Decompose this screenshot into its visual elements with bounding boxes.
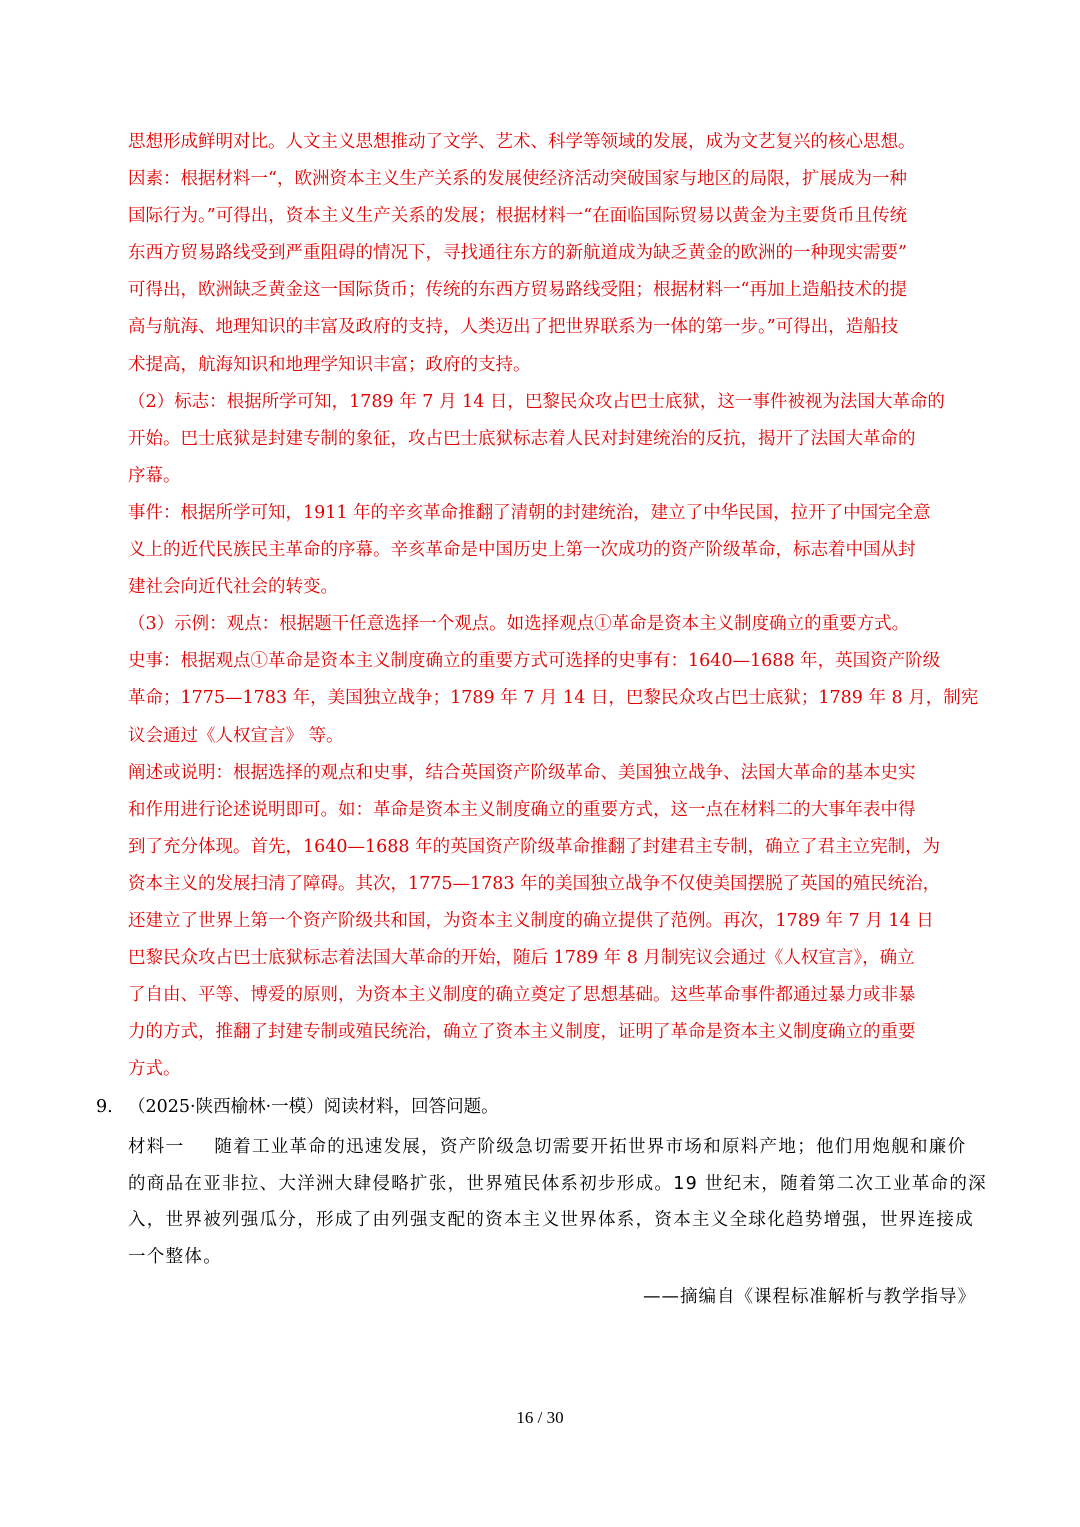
material-line: 一个整体。 [128,1246,222,1267]
question-header [96,1089,988,1125]
answer-line: 可得出，欧洲缺乏黄金这一国际货币；传统的东西方贸易路线受阻；根据材料一“再加上造船技术的提 [128,280,907,301]
answer-line: 议会通过《人权宣言》 等。 [128,725,344,746]
answer-line: 因素：根据材料一“，欧洲资本主义生产关系的发展使经济活动突破国家与地区的局限，扩展成为一种 [128,169,907,190]
answer-line: 还建立了世界上第一个资产阶级共和国，为资本主义制度的确立提供了范例。再次，1789 年 7 月 14 日 [128,910,934,931]
answer-line: 高与航海、地理知识的丰富及政府的支持，人类迈出了把世界联系为一体的第一步。”可得出，造船技 [128,317,899,338]
answer-line: 了自由、平等、博爱的原则，为资本主义制度的确立奠定了思想基础。这些革命事件都通过暴力或非暴 [128,985,916,1006]
material-one [128,1129,988,1275]
material-line: 的商品在亚非拉、大洋洲大肆侵略扩张，世界殖民体系初步形成。19 世纪末，随着第二次工业革命的深 [128,1173,987,1194]
answer-line: 思想形成鲜明对比。人文主义思想推动了文学、艺术、科学等领域的发展，成为文艺复兴的核心思想。 [128,132,916,152]
page-number: 16 / 30 [516,1408,564,1427]
question-title: （2025·陕西榆林·一模）阅读材料，回答问题。 [128,1097,499,1117]
answer-line: 义上的近代民族民主革命的序幕。辛亥革命是中国历史上第一次成功的资产阶级革命，标志着中国从封 [128,540,916,561]
material-text: 随着工业革命的迅速发展，资产阶级急切需要开拓世界市场和原料产地；他们用炮舰和廉价 [214,1137,967,1157]
material-line: 入，世界被列强瓜分，形成了由列强支配的资本主义世界体系，资本主义全球化趋势增强，世界连接成 [128,1210,974,1230]
answer-line: 建社会向近代社会的转变。 [128,577,338,598]
answer-line: 史事：根据观点①革命是资本主义制度确立的重要方式可选择的史事有：1640—1688 年，英国资产阶级 [128,651,941,672]
material-label: 材料一 [128,1137,185,1157]
answer-section [128,124,988,1088]
question-9 [96,1089,988,1315]
answer-line: 方式。 [128,1059,181,1080]
answer-line: 国际行为。”可得出，资本主义生产关系的发展；根据材料一“在面临国际贸易以黄金为主要货币且传统 [128,206,908,227]
answer-line: 东西方贸易路线受到严重阻碍的情况下，寻找通往东方的新航道成为缺乏黄金的欧洲的一种现实需要” [128,243,907,264]
answer-line: 力的方式，推翻了封建专制或殖民统治，确立了资本主义制度，证明了革命是资本主义制度确立的重要 [128,1022,916,1043]
answer-line: 革命；1775—1783 年，美国独立战争；1789 年 7 月 14 日，巴黎民众攻占巴士底狱；1789 年 8 月，制宪 [128,688,979,709]
answer-line: 到了充分体现。首先，1640—1688 年的英国资产阶级革命推翻了封建君主专制，确立了君主立宪制，为 [128,836,941,857]
answer-line: 事件：根据所学可知，1911 年的辛亥革命推翻了清朝的封建统治，建立了中华民国，拉开了中国完全意 [128,502,931,523]
answer-line: （2）标志：根据所学可知，1789 年 7 月 14 日，巴黎民众攻占巴士底狱，这一事件被视为法国大革命的 [128,391,945,412]
answer-line: 巴黎民众攻占巴士底狱标志着法国大革命的开始，随后 1789 年 8 月制宪议会通过《人权宣言》，确立 [128,948,915,969]
answer-line: 和作用进行论述说明即可。如：革命是资本主义制度确立的重要方式，这一点在材料二的大事年表中得 [128,799,916,820]
answer-line: 术提高，航海知识和地理学知识丰富；政府的支持。 [128,354,531,375]
answer-line: 阐述或说明：根据选择的观点和史事，结合英国资产阶级革命、美国独立战争、法国大革命的基本史实 [128,762,916,783]
answer-line: （3）示例：观点：根据题干任意选择一个观点。如选择观点①革命是资本主义制度确立的重要方式。 [128,614,910,635]
question-number: 9. [96,1097,113,1117]
answer-line: 资本主义的发展扫清了障碍。其次，1775—1783 年的美国独立战争不仅使美国摆脱了英国的殖民统治， [128,873,941,894]
answer-line: 序幕。 [128,465,181,486]
answer-line: 开始。巴士底狱是封建专制的象征，攻占巴士底狱标志着人民对封建统治的反抗，揭开了法国大革命的 [128,428,916,449]
material-line [128,1129,988,1166]
material-source: ——摘编自《课程标准解析与教学指导》 [643,1287,976,1307]
